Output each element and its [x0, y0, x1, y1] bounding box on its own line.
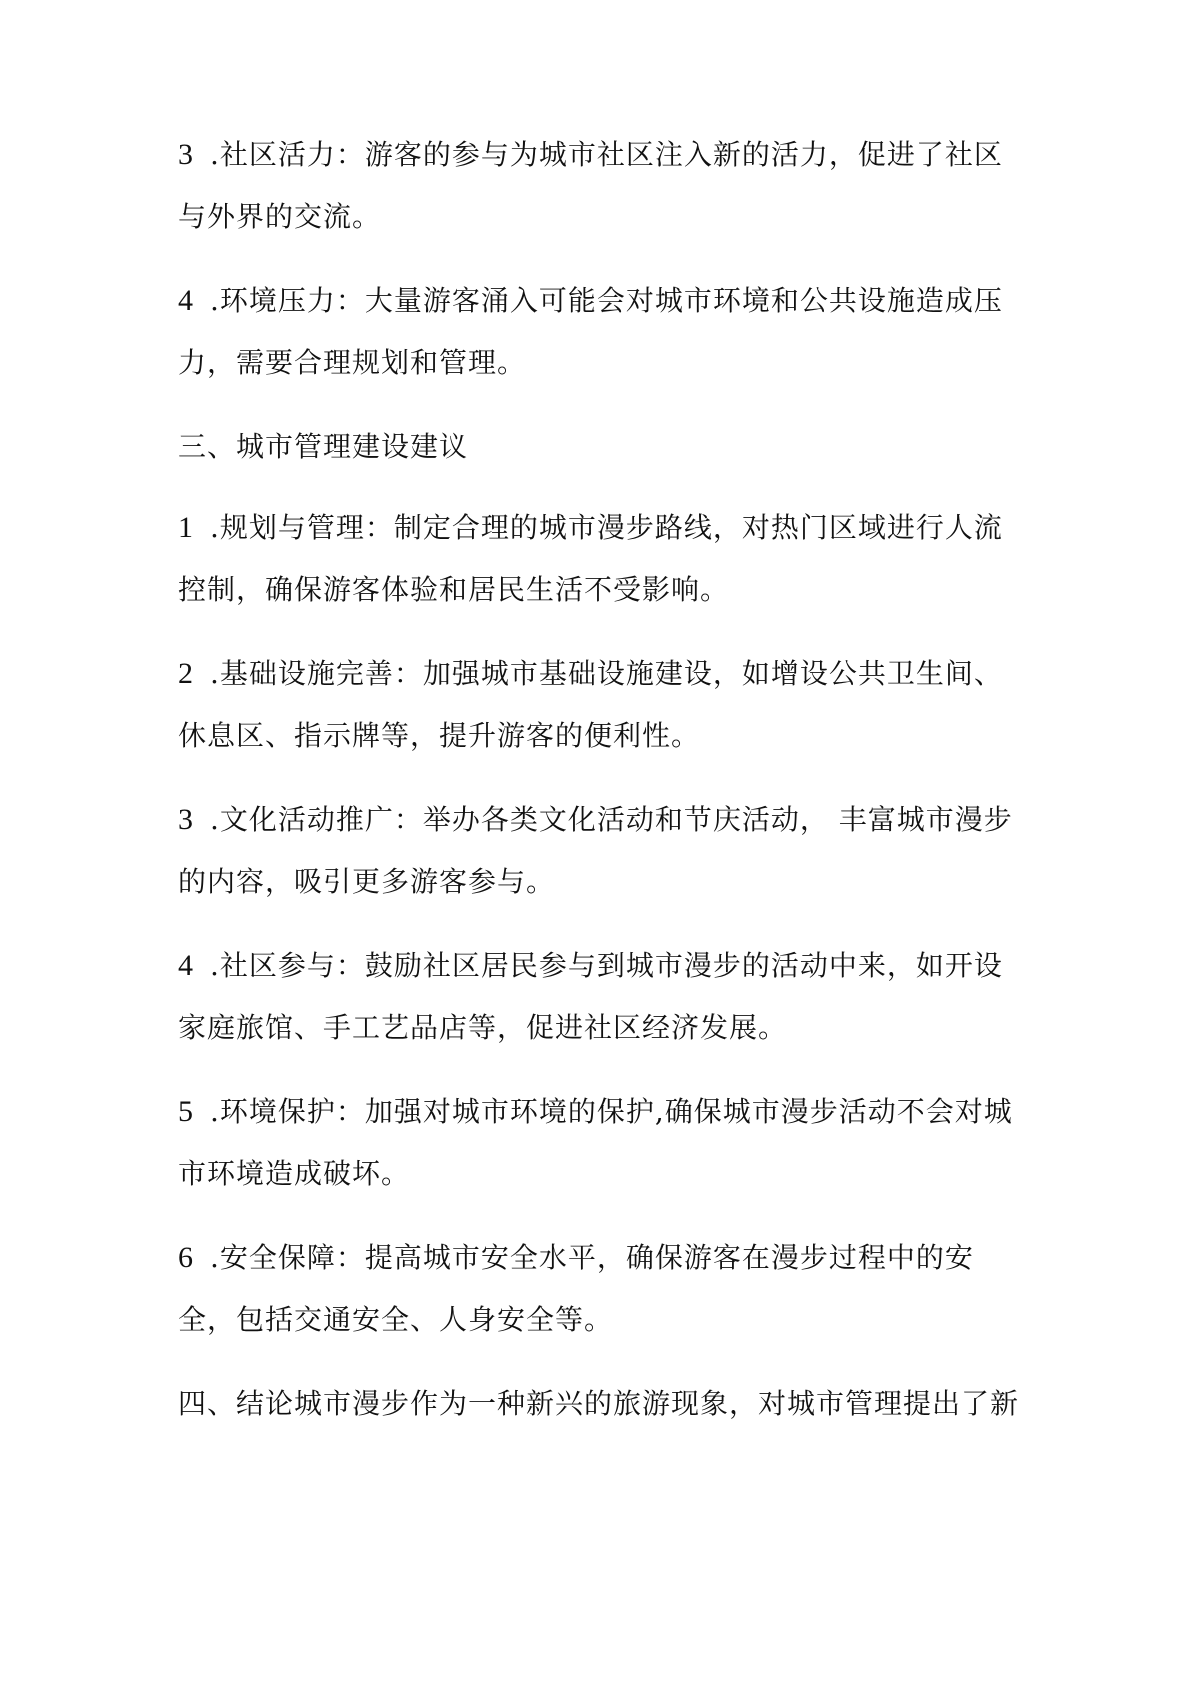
section-heading-suggestions — [178, 416, 1028, 478]
paragraph-number: 1 — [178, 511, 194, 544]
section-heading-text: 三、城市管理建设建议 — [178, 430, 469, 463]
paragraph-community-participation — [178, 935, 1028, 1059]
paragraph-number: 3 — [178, 803, 194, 836]
paragraph-infrastructure — [178, 643, 1028, 767]
paragraph-planning-management — [178, 497, 1028, 621]
paragraph-text: .文化活动推广：举办各类文化活动和节庆活动， 丰富城市漫步的内容，吸引更多游客参与。 — [178, 803, 1013, 898]
paragraph-number: 2 — [178, 657, 194, 690]
paragraph-text: .环境压力：大量游客涌入可能会对城市环境和公共设施造成压力，需要合理规划和管理。 — [178, 284, 1003, 379]
paragraph-environmental-protection — [178, 1081, 1028, 1205]
paragraph-text: .安全保障：提高城市安全水平，确保游客在漫步过程中的安全，包括交通安全、人身安全等。 — [178, 1241, 974, 1336]
paragraph-environmental-pressure — [178, 270, 1028, 394]
paragraph-community-vitality — [178, 124, 1028, 248]
paragraph-text: .环境保护：加强对城市环境的保护,确保城市漫步活动不会对城市环境造成破坏。 — [178, 1095, 1013, 1190]
paragraph-number: 6 — [178, 1241, 194, 1274]
paragraph-safety — [178, 1227, 1028, 1351]
paragraph-number: 5 — [178, 1095, 194, 1128]
paragraph-text: .社区活力：游客的参与为城市社区注入新的活力，促进了社区与外界的交流。 — [178, 138, 1003, 233]
paragraph-text: .规划与管理：制定合理的城市漫步路线，对热门区域进行人流控制，确保游客体验和居民生活不受影响。 — [178, 511, 1003, 606]
section-heading-text: 四、结论城市漫步作为一种新兴的旅游现象，对城市管理提出了新 — [178, 1387, 1020, 1420]
section-heading-conclusion — [178, 1373, 1028, 1435]
paragraph-number: 4 — [178, 949, 194, 982]
paragraph-number: 3 — [178, 138, 194, 171]
paragraph-cultural-activities — [178, 789, 1028, 913]
paragraph-text: .基础设施完善：加强城市基础设施建设，如增设公共卫生间、休息区、指示牌等，提升游客的便利性。 — [178, 657, 1003, 752]
paragraph-number: 4 — [178, 284, 194, 317]
paragraph-text: .社区参与：鼓励社区居民参与到城市漫步的活动中来，如开设家庭旅馆、手工艺品店等，促进社区经济发展。 — [178, 949, 1003, 1044]
